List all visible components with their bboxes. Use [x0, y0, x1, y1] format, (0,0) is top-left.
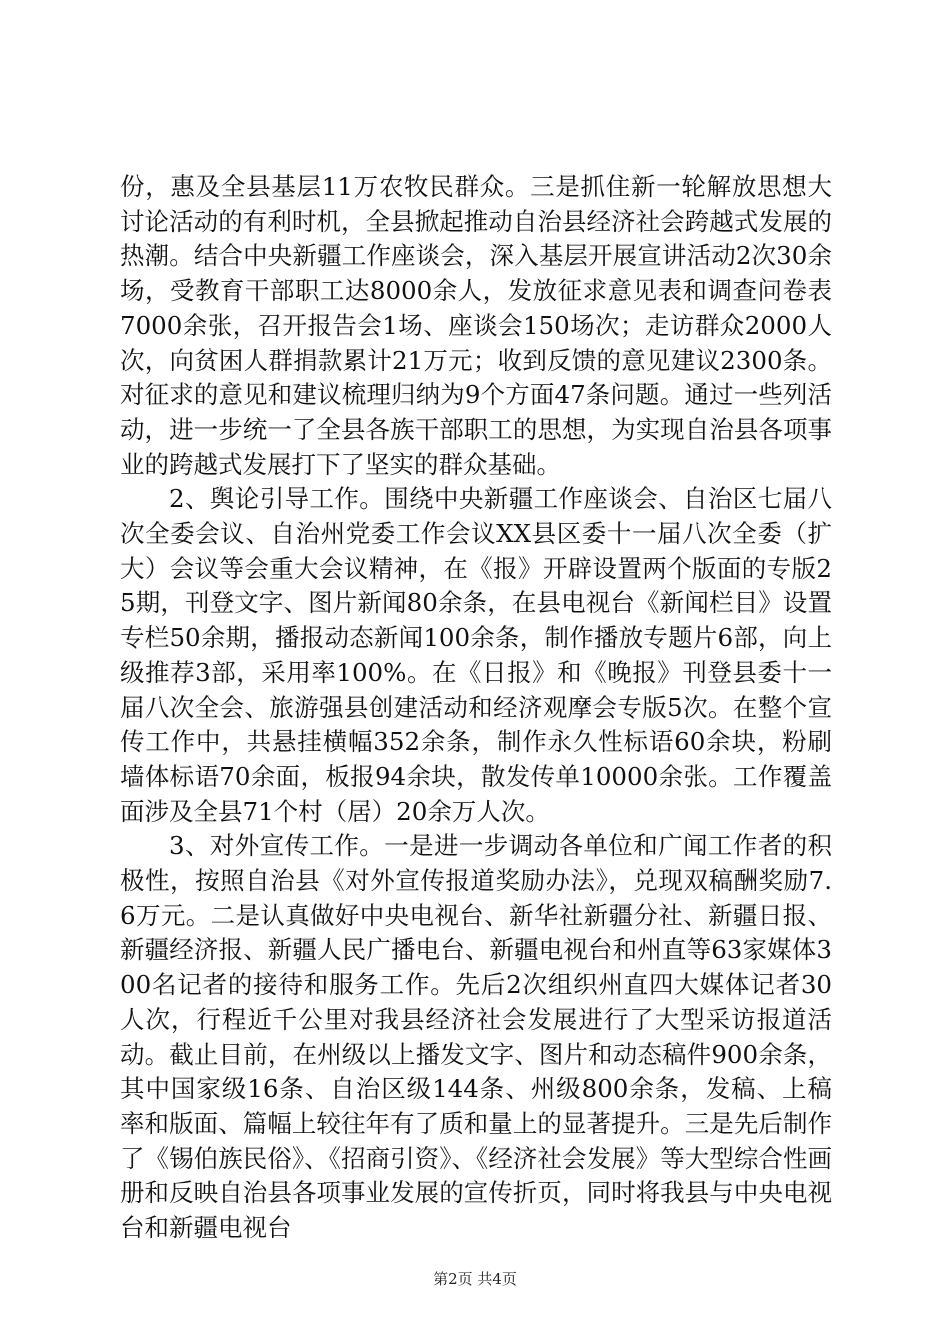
page-footer: 第2页 共4页: [433, 1270, 517, 1288]
paragraph-public-opinion: 2、舆论引导工作。围绕中央新疆工作座谈会、自治区七届八次全委会议、自治州党委工作会议XX县区委十一届八次全委（扩大）会议等会重大会议精神，在《报》开辟设置两个版面的专版25期，刊登文字、图片新闻80余条，在县电视台《新闻栏目》设置专栏50余期，播报动态新闻100余条，制作播放专题片6部，向上级推荐3部，采用率100%。在《日报》和《晚报》刊登县委十一届八次全会、旅游强县创建活动和经济观摩会专版5次。在整个宣传工作中，共悬挂横幅352余条，制作永久性标语60余块，粉刷墙体标语70余面，板报94余块，散发传单10000余张。工作覆盖面涉及全县71个村（居）20余万人次。: [120, 484, 832, 826]
paragraph-external-publicity: 3、对外宣传工作。一是进一步调动各单位和广闻工作者的积极性，按照自治县《对外宣传报道奖励办法》，兑现双稿酬奖励7.6万元。二是认真做好中央电视台、新华社新疆分社、新疆日报、新疆经济报、新疆人民广播电台、新疆电视台和州直等63家媒体300名记者的接待和服务工作。先后2次组织州直四大媒体记者30人次，行程近千公里对我县经济社会发展进行了大型采访报道活动。截止目前，在州级以上播发文字、图片和动态稿件900余条，其中国家级16条、自治区级144条、州级800余条，发稿、上稿率和版面、篇幅上较往年有了质和量上的显著提升。三是先后制作了《锡伯族民俗》、《招商引资》、《经济社会发展》等大型综合性画册和反映自治县各项事业发展的宣传折页，同时将我县与中央电视台和新疆电视台: [120, 831, 832, 1243]
paragraph-continuation: 份，惠及全县基层11万农牧民群众。三是抓住新一轮解放思想大讨论活动的有利时机，全县掀起推动自治县经济社会跨越式发展的热潮。结合中央新疆工作座谈会，深入基层开展宣讲活动2次30余场，受教育干部职工达8000余人，发放征求意见表和调查问卷表7000余张，召开报告会1场、座谈会150场次；走访群众2000人次，向贫困人群捐款累计21万元；收到反馈的意见建议2300条。对征求的意见和建议梳理归纳为9个方面47条问题。通过一些列活动，进一步统一了全县各族干部职工的思想，为实现自治县各项事业的跨越式发展打下了坚实的群众基础。: [120, 172, 832, 479]
document-body: [120, 170, 832, 1246]
